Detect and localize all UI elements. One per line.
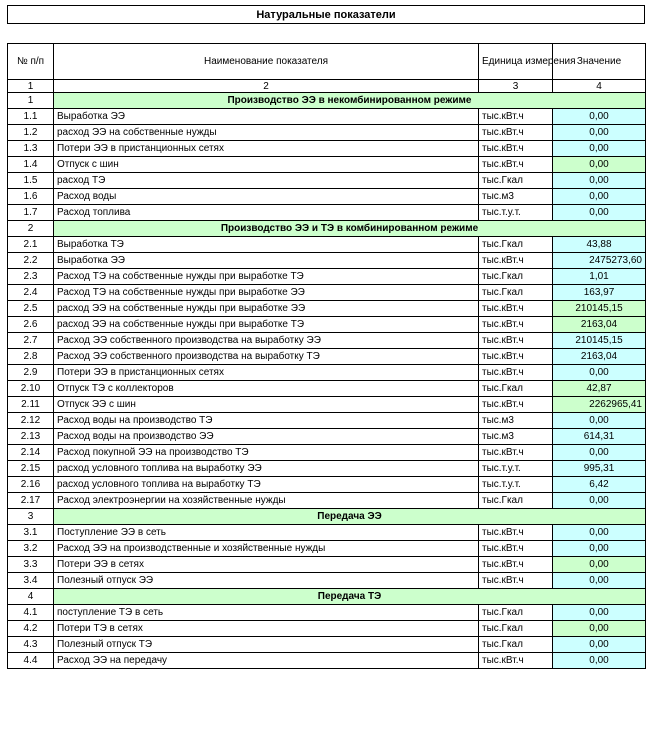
indicator-name: Выработка ТЭ <box>54 237 479 253</box>
indicator-name: Расход топлива <box>54 205 479 221</box>
value-cell[interactable]: 43,88 <box>553 237 646 253</box>
value-cell[interactable]: 210145,15 <box>553 301 646 317</box>
value-cell[interactable]: 1,01 <box>553 269 646 285</box>
unit-cell: тыс.Гкал <box>479 285 553 301</box>
unit-cell: тыс.Гкал <box>479 493 553 509</box>
header-unit: Единица измерения <box>479 44 553 80</box>
row-number: 2.8 <box>8 349 54 365</box>
row-number: 2.9 <box>8 365 54 381</box>
indicator-name: Потери ЭЭ в сетях <box>54 557 479 573</box>
value-cell[interactable]: 0,00 <box>553 445 646 461</box>
table-row <box>8 269 646 285</box>
indicator-name: Выработка ЭЭ <box>54 109 479 125</box>
row-number: 2.5 <box>8 301 54 317</box>
indicator-name: расход ЭЭ на собственные нужды при выработке ТЭ <box>54 317 479 333</box>
value-cell[interactable]: 0,00 <box>553 109 646 125</box>
table-row <box>8 461 646 477</box>
indicator-name: Расход покупной ЭЭ на производство ТЭ <box>54 445 479 461</box>
value-cell[interactable]: 0,00 <box>553 173 646 189</box>
value-cell[interactable]: 2163,04 <box>553 349 646 365</box>
row-number: 4.1 <box>8 605 54 621</box>
column-index: 2 <box>54 80 479 93</box>
header-num: № п/п <box>8 44 54 80</box>
indicator-name: поступление ТЭ в сеть <box>54 605 479 621</box>
row-number: 3.3 <box>8 557 54 573</box>
unit-cell: тыс.кВт.ч <box>479 365 553 381</box>
indicator-name: Отпуск ЭЭ с шин <box>54 397 479 413</box>
row-number: 1.5 <box>8 173 54 189</box>
section-row <box>8 589 646 605</box>
row-number: 2.14 <box>8 445 54 461</box>
unit-cell: тыс.кВт.ч <box>479 541 553 557</box>
row-number: 2.10 <box>8 381 54 397</box>
value-cell[interactable]: 0,00 <box>553 141 646 157</box>
indicator-name: Расход ЭЭ на производственные и хозяйственные нужды <box>54 541 479 557</box>
value-cell[interactable]: 2475273,60 <box>553 253 646 269</box>
indicator-name: расход условного топлива на выработку ЭЭ <box>54 461 479 477</box>
unit-cell: тыс.кВт.ч <box>479 317 553 333</box>
row-number: 2.4 <box>8 285 54 301</box>
table-row <box>8 381 646 397</box>
value-cell[interactable]: 0,00 <box>553 541 646 557</box>
unit-cell: тыс.Гкал <box>479 269 553 285</box>
table-row <box>8 413 646 429</box>
indicator-name: Расход воды на производство ЭЭ <box>54 429 479 445</box>
table-row <box>8 141 646 157</box>
unit-cell: тыс.кВт.ч <box>479 109 553 125</box>
table-row <box>8 253 646 269</box>
unit-cell: тыс.кВт.ч <box>479 125 553 141</box>
indicator-name: расход условного топлива на выработку ТЭ <box>54 477 479 493</box>
value-cell[interactable]: 0,00 <box>553 125 646 141</box>
row-number: 2.16 <box>8 477 54 493</box>
row-number: 2.2 <box>8 253 54 269</box>
value-cell[interactable]: 42,87 <box>553 381 646 397</box>
indicator-name: Отпуск ТЭ с коллекторов <box>54 381 479 397</box>
row-number: 2.17 <box>8 493 54 509</box>
row-number: 1.3 <box>8 141 54 157</box>
table-row <box>8 157 646 173</box>
header-name: Наименование показателя <box>54 44 479 80</box>
section-title: Производство ЭЭ и ТЭ в комбинированном режиме <box>54 221 646 237</box>
row-number: 3.4 <box>8 573 54 589</box>
value-cell[interactable]: 995,31 <box>553 461 646 477</box>
unit-cell: тыс.Гкал <box>479 621 553 637</box>
table-row <box>8 605 646 621</box>
value-cell[interactable]: 0,00 <box>553 525 646 541</box>
table-row <box>8 285 646 301</box>
section-number: 3 <box>8 509 54 525</box>
table-row <box>8 173 646 189</box>
indicator-name: Расход ТЭ на собственные нужды при выработке ТЭ <box>54 269 479 285</box>
column-index: 3 <box>479 80 553 93</box>
table-row <box>8 445 646 461</box>
unit-cell: тыс.кВт.ч <box>479 653 553 669</box>
row-number: 3.2 <box>8 541 54 557</box>
unit-cell: тыс.кВт.ч <box>479 333 553 349</box>
indicator-name: Полезный отпуск ТЭ <box>54 637 479 653</box>
value-cell[interactable]: 0,00 <box>553 493 646 509</box>
unit-cell: тыс.кВт.ч <box>479 397 553 413</box>
table-row <box>8 525 646 541</box>
indicator-name: Расход воды <box>54 189 479 205</box>
table-row <box>8 125 646 141</box>
table-row <box>8 573 646 589</box>
table-row <box>8 333 646 349</box>
column-index-row <box>8 80 646 93</box>
value-cell[interactable]: 0,00 <box>553 189 646 205</box>
section-title: Передача ТЭ <box>54 589 646 605</box>
value-cell[interactable]: 0,00 <box>553 365 646 381</box>
table-row <box>8 205 646 221</box>
value-cell[interactable]: 6,42 <box>553 477 646 493</box>
unit-cell: тыс.кВт.ч <box>479 141 553 157</box>
row-number: 4.2 <box>8 621 54 637</box>
unit-cell: тыс.кВт.ч <box>479 157 553 173</box>
indicator-name: Поступление ЭЭ в сеть <box>54 525 479 541</box>
indicator-name: Расход ЭЭ собственного производства на выработку ТЭ <box>54 349 479 365</box>
table-row <box>8 621 646 637</box>
row-number: 1.6 <box>8 189 54 205</box>
table-row <box>8 429 646 445</box>
table-row <box>8 317 646 333</box>
row-number: 2.11 <box>8 397 54 413</box>
section-number: 2 <box>8 221 54 237</box>
row-number: 2.7 <box>8 333 54 349</box>
table-row <box>8 301 646 317</box>
table-row <box>8 109 646 125</box>
value-cell[interactable]: 614,31 <box>553 429 646 445</box>
section-number: 1 <box>8 93 54 109</box>
page-title: Натуральные показатели <box>7 5 645 24</box>
value-cell[interactable]: 0,00 <box>553 413 646 429</box>
unit-cell: тыс.Гкал <box>479 173 553 189</box>
table-row <box>8 557 646 573</box>
row-number: 2.12 <box>8 413 54 429</box>
indicator-name: расход ТЭ <box>54 173 479 189</box>
table-row <box>8 477 646 493</box>
unit-cell: тыс.т.у.т. <box>479 477 553 493</box>
row-number: 2.6 <box>8 317 54 333</box>
row-number: 2.1 <box>8 237 54 253</box>
table-header-row <box>8 44 646 80</box>
unit-cell: тыс.т.у.т. <box>479 205 553 221</box>
table-row <box>8 653 646 669</box>
section-row <box>8 93 646 109</box>
unit-cell: тыс.кВт.ч <box>479 445 553 461</box>
value-cell[interactable]: 0,00 <box>553 605 646 621</box>
table-row <box>8 237 646 253</box>
table-row <box>8 493 646 509</box>
value-cell[interactable]: 0,00 <box>553 653 646 669</box>
value-cell[interactable]: 0,00 <box>553 621 646 637</box>
value-cell[interactable]: 2163,04 <box>553 317 646 333</box>
section-row <box>8 221 646 237</box>
indicator-name: Потери ЭЭ в пристанционных сетях <box>54 365 479 381</box>
row-number: 4.4 <box>8 653 54 669</box>
row-number: 1.2 <box>8 125 54 141</box>
value-cell[interactable]: 0,00 <box>553 557 646 573</box>
indicator-name: Расход воды на производство ТЭ <box>54 413 479 429</box>
indicator-name: Полезный отпуск ЭЭ <box>54 573 479 589</box>
row-number: 4.3 <box>8 637 54 653</box>
row-number: 3.1 <box>8 525 54 541</box>
row-number: 1.7 <box>8 205 54 221</box>
section-title: Производство ЭЭ в некомбинированном режиме <box>54 93 646 109</box>
unit-cell: тыс.кВт.ч <box>479 557 553 573</box>
unit-cell: тыс.Гкал <box>479 381 553 397</box>
indicator-name: Потери ЭЭ в пристанционных сетях <box>54 141 479 157</box>
section-row <box>8 509 646 525</box>
unit-cell: тыс.кВт.ч <box>479 525 553 541</box>
unit-cell: тыс.Гкал <box>479 605 553 621</box>
value-cell[interactable]: 163,97 <box>553 285 646 301</box>
unit-cell: тыс.т.у.т. <box>479 461 553 477</box>
table-row <box>8 349 646 365</box>
section-title: Передача ЭЭ <box>54 509 646 525</box>
unit-cell: тыс.кВт.ч <box>479 349 553 365</box>
indicator-name: Отпуск с шин <box>54 157 479 173</box>
indicator-name: расход ЭЭ на собственные нужды <box>54 125 479 141</box>
section-number: 4 <box>8 589 54 605</box>
unit-cell: тыс.м3 <box>479 413 553 429</box>
table-row <box>8 365 646 381</box>
unit-cell: тыс.Гкал <box>479 637 553 653</box>
table-body <box>8 93 646 669</box>
value-cell[interactable]: 0,00 <box>553 157 646 173</box>
value-cell[interactable]: 0,00 <box>553 637 646 653</box>
unit-cell: тыс.Гкал <box>479 237 553 253</box>
value-cell[interactable]: 2262965,41 <box>553 397 646 413</box>
unit-cell: тыс.кВт.ч <box>479 253 553 269</box>
unit-cell: тыс.кВт.ч <box>479 573 553 589</box>
indicator-name: Потери ТЭ в сетях <box>54 621 479 637</box>
unit-cell: тыс.м3 <box>479 429 553 445</box>
indicator-name: расход ЭЭ на собственные нужды при выработке ЭЭ <box>54 301 479 317</box>
value-cell[interactable]: 0,00 <box>553 205 646 221</box>
indicator-name: Расход электроэнергии на хозяйственные нужды <box>54 493 479 509</box>
row-number: 2.3 <box>8 269 54 285</box>
indicators-table <box>7 43 646 669</box>
table-row <box>8 637 646 653</box>
row-number: 2.13 <box>8 429 54 445</box>
indicator-name: Расход ТЭ на собственные нужды при выработке ЭЭ <box>54 285 479 301</box>
table-row <box>8 397 646 413</box>
row-number: 1.4 <box>8 157 54 173</box>
indicator-name: Расход ЭЭ собственного производства на выработку ЭЭ <box>54 333 479 349</box>
row-number: 1.1 <box>8 109 54 125</box>
unit-cell: тыс.м3 <box>479 189 553 205</box>
column-index: 4 <box>553 80 646 93</box>
indicator-name: Расход ЭЭ на передачу <box>54 653 479 669</box>
value-cell[interactable]: 0,00 <box>553 573 646 589</box>
table-row <box>8 541 646 557</box>
value-cell[interactable]: 210145,15 <box>553 333 646 349</box>
table-row <box>8 189 646 205</box>
indicator-name: Выработка ЭЭ <box>54 253 479 269</box>
row-number: 2.15 <box>8 461 54 477</box>
column-index: 1 <box>8 80 54 93</box>
unit-cell: тыс.кВт.ч <box>479 301 553 317</box>
header-value: Значение <box>553 44 646 80</box>
